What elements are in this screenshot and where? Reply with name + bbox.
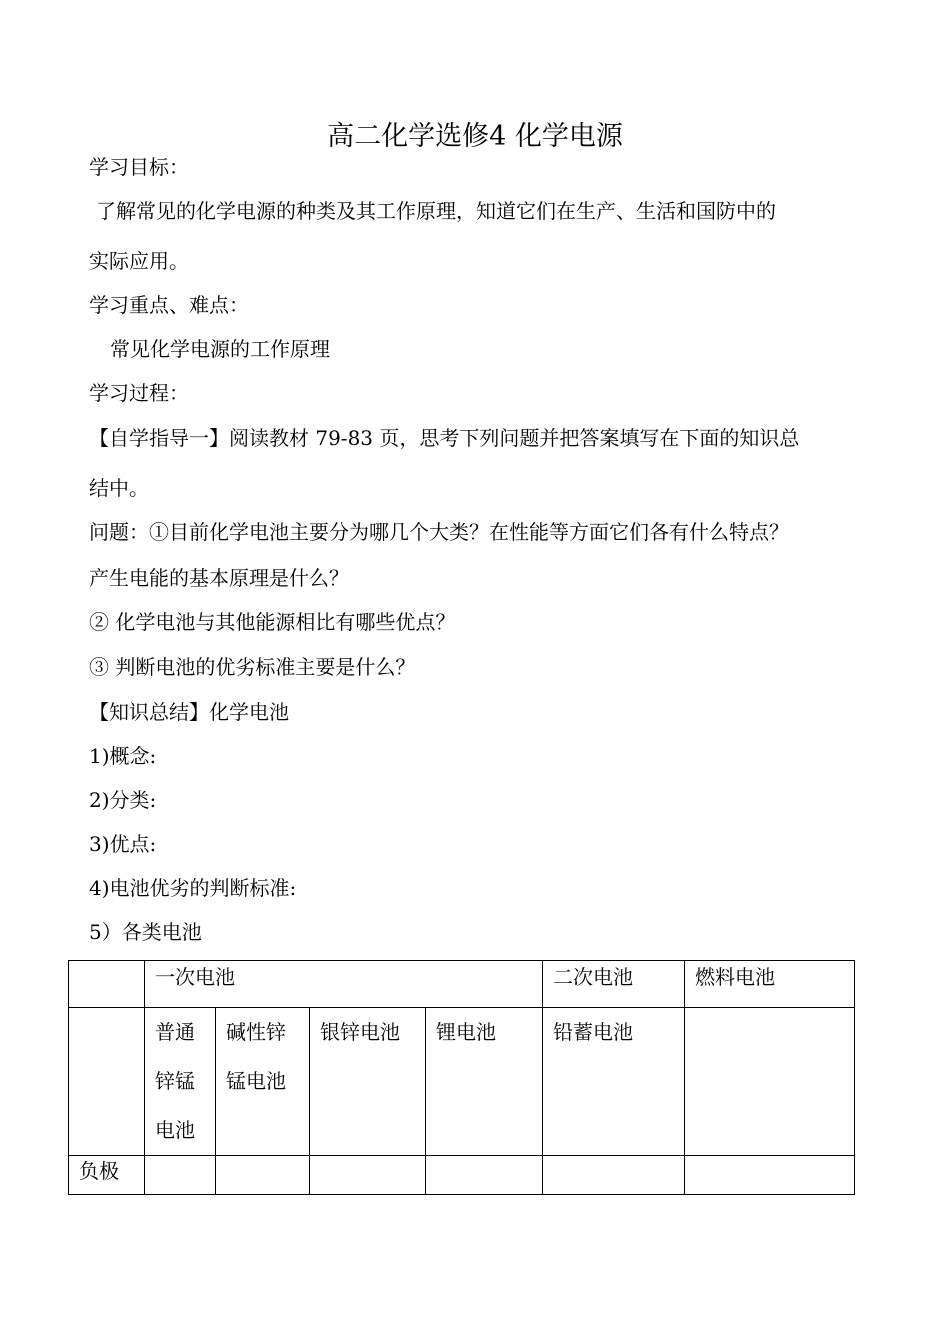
silver-zinc-cell: 银锌电池: [310, 1008, 426, 1156]
item-battery-types: 5）各类电池: [89, 920, 202, 944]
table-cell-empty: [685, 1156, 855, 1195]
question-1-cont: 产生电能的基本原理是什么？: [89, 566, 349, 590]
zinc-manganese-cell: 普通 锌锰 电池: [145, 1008, 216, 1156]
self-study-guide: 【自学指导一】阅读教材 79-83 页，思考下列问题并把答案填写在下面的知识总: [89, 426, 800, 450]
item-classification: 2)分类:: [89, 788, 157, 812]
process-heading: 学习过程：: [89, 381, 189, 405]
negative-electrode-label: 负极: [69, 1156, 145, 1195]
table-cell-empty: [543, 1156, 685, 1195]
table-header-row: [69, 961, 855, 1008]
secondary-battery-header: 二次电池: [543, 961, 685, 1008]
page-title: 高二化学选修4 化学电源: [327, 121, 623, 152]
item-concept: 1)概念:: [89, 744, 157, 768]
key-points-text: 常见化学电源的工作原理: [110, 337, 330, 361]
table-cell-empty: [216, 1156, 310, 1195]
question-2: ② 化学电池与其他能源相比有哪些优点？: [89, 610, 456, 634]
table-cell-empty: [685, 1008, 855, 1156]
table-row-negative: [69, 1156, 855, 1195]
question-1: 问题：①目前化学电池主要分为哪几个大类？在性能等方面它们各有什么特点？: [89, 520, 789, 544]
item-criteria: 4)电池优劣的判断标准:: [89, 876, 297, 900]
summary-heading: 【知识总结】化学电池: [89, 700, 289, 724]
primary-battery-header: 一次电池: [145, 961, 543, 1008]
table-type-row: [69, 1008, 855, 1156]
item-advantages: 3)优点:: [89, 832, 157, 856]
learning-goals-text: 了解常见的化学电源的种类及其工作原理，知道它们在生产、生活和国防中的: [96, 199, 776, 223]
self-study-guide-cont: 结中。: [89, 476, 149, 500]
key-points-heading: 学习重点、难点：: [89, 293, 249, 317]
learning-goals-heading: 学习目标：: [89, 155, 189, 179]
question-3: ③ 判断电池的优劣标准主要是什么？: [89, 655, 416, 679]
lead-acid-cell: 铅蓄电池: [543, 1008, 685, 1156]
battery-table: [68, 960, 855, 1195]
table-cell-empty: [145, 1156, 216, 1195]
table-cell-empty: [426, 1156, 543, 1195]
table-cell-empty: [310, 1156, 426, 1195]
table-cell-empty: [69, 961, 145, 1008]
learning-goals-text-cont: 实际应用。: [89, 249, 189, 273]
alkaline-cell: 碱性锌 锰电池: [216, 1008, 310, 1156]
lithium-cell: 锂电池: [426, 1008, 543, 1156]
fuel-cell-header: 燃料电池: [685, 961, 855, 1008]
table-cell-empty: [69, 1008, 145, 1156]
